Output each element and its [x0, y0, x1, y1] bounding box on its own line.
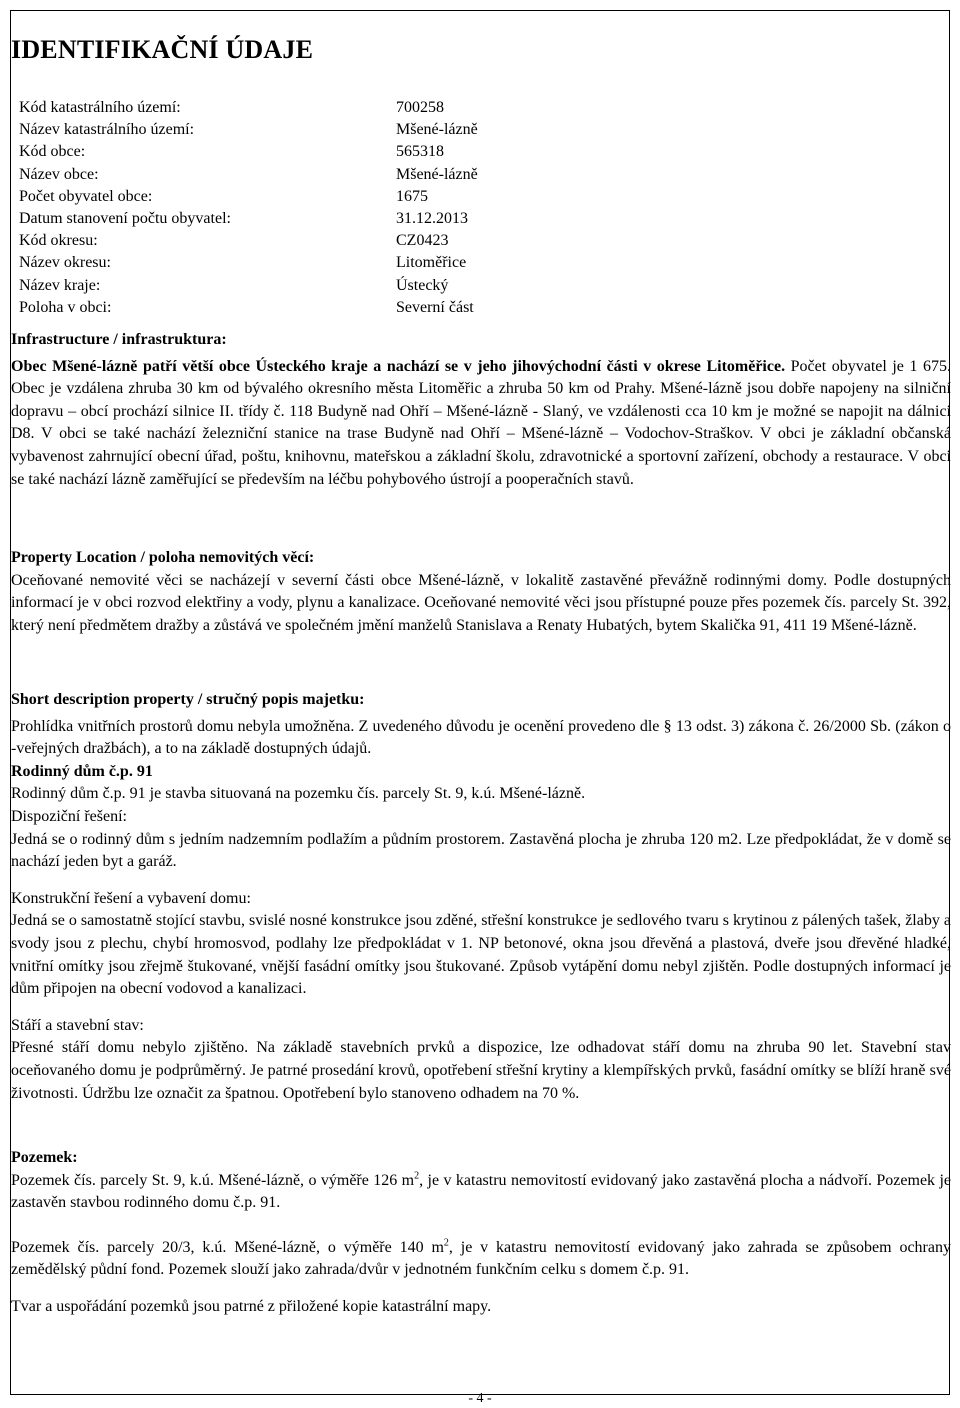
infrastructure-heading: Infrastructure / infrastruktura: — [11, 331, 227, 348]
location-text: Oceňované nemovité věci se nacházejí v severní části obce Mšené-lázně, v lokalitě zastavěné převážně rodinnými domy. Podle dostupných informací je v obci rozvod elektřiny a vody, plynu a kanalizace. Oceňované nemovité věci jsou přístupné pouze přes pozemek čís. parcely St. 392, který není předmětem dražby a zůstává ve společném jmění manželů Stanislava a Renaty Hubatých, bytem Skalička 91, 411 19 Mšené-lázně. — [11, 571, 951, 634]
land-parcel-2 — [11, 1237, 951, 1282]
id-label: Poloha v obci: — [19, 298, 112, 316]
id-value: 1675 — [396, 187, 428, 205]
id-value: 565318 — [396, 143, 444, 161]
infrastructure-intro: Obec Mšené-lázně patří větší obce Ústeckého kraje a nachází se v jeho jihovýchodní části v okrese Litoměřice. — [11, 357, 786, 375]
id-value: Mšené-lázně — [396, 165, 478, 183]
description-intro: Prohlídka vnitřních prostorů domu nebyla umožněna. Z uvedeného důvodu je ocenění provedeno dle § 13 odst. 3) zákona č. 26/2000 Sb. (zákon o -veřejných dražbách), a to na základě dostupných údajů. — [11, 717, 951, 758]
infrastructure-body: Počet obyvatel je 1 675. Obec je vzdálena zhruba 30 km od bývalého okresního města Litoměřic a zhruba 50 km od Prahy. Mšené-lázně jsou dobře napojeny na silniční dopravu – obcí prochází silnice II. třídy č. 118 Budyně nad Ohří – Mšené-lázně - Slaný, ve vzdálenosti cca 10 km je možné se napojit na dálnici D8. V obci se také nachází železniční stanice na trase Budyně nad Ohří – Mšené-lázně – Vodochov-Straškov. V obci je základní občanská vybavenost zahrnující obecní úřad, poštu, knihovnu, mateřskou a základní školu, zdravotnické a sportovní zařízení, obchody a restaurace. V obci se také nachází lázně zaměřující se především na léčbu pohybového ústrojí a pooperačních stavů. — [11, 357, 951, 488]
id-label: Název katastrálního území: — [19, 121, 195, 139]
id-row — [19, 252, 478, 274]
land-shape-note: Tvar a uspořádání pozemků jsou patrné z přiložené kopie katastrální mapy. — [11, 1297, 492, 1315]
land-section — [11, 1147, 951, 1319]
id-value: Severní část — [396, 298, 474, 316]
infrastructure-text — [11, 356, 951, 492]
description-section — [11, 689, 951, 1105]
id-label: Název okresu: — [19, 254, 111, 272]
construction-heading: Konstrukční řešení a vybavení domu: — [11, 889, 251, 907]
id-label: Kód okresu: — [19, 232, 98, 250]
id-row — [19, 297, 478, 319]
id-value: Mšené-lázně — [396, 121, 478, 139]
id-label: Název obce: — [19, 165, 99, 183]
land-parcel-1-text-b: , je v katastru nemovitostí evidovaný jako zastavěná plocha a nádvoří. Pozemek je zastavěn stavbou rodinného domu č.p. 91. — [11, 1171, 952, 1212]
land-parcel-1-text-a: Pozemek čís. parcely St. 9, k.ú. Mšené-lázně, o výměře 126 m — [11, 1171, 415, 1189]
infrastructure-section — [11, 329, 951, 491]
house-text: Rodinný dům č.p. 91 je stavba situovaná na pozemku čís. parcely St. 9, k.ú. Mšené-lázně. — [11, 785, 586, 803]
description-heading: Short description property / stručný popis majetku: — [11, 691, 365, 708]
land-parcel-2-text-b: , je v katastru nemovitostí evidovaný jako zahrada se způsobem ochrany zemědělský půdní fond. Pozemek slouží jako zahrada/dvůr v jednotném funkčním celku s domem č.p. 91. — [11, 1238, 951, 1279]
identification-table — [19, 97, 478, 319]
id-value: 31.12.2013 — [396, 210, 468, 228]
layout-heading: Dispoziční řešení: — [11, 807, 127, 825]
id-row — [19, 230, 478, 252]
page-number: - 4 - — [468, 1391, 492, 1406]
land-parcel-2-text-a: Pozemek čís. parcely 20/3, k.ú. Mšené-lázně, o výměře 140 m — [11, 1238, 444, 1256]
age-heading: Stáří a stavební stav: — [11, 1016, 144, 1034]
id-value: Litoměřice — [396, 254, 467, 272]
content-frame — [10, 10, 950, 1395]
id-label: Kód obce: — [19, 143, 86, 161]
layout-text: Jedná se o rodinný dům s jedním nadzemním podlažím a půdním prostorem. Zastavěná plocha je zhruba 120 m2. Lze předpokládat, že v domě se nachází jeden byt a garáž. — [11, 830, 951, 871]
id-row — [19, 186, 478, 208]
id-value: 700258 — [396, 99, 444, 116]
id-row — [19, 275, 478, 297]
id-row — [19, 208, 478, 230]
land-parcel-1 — [11, 1170, 951, 1215]
id-value: CZ0423 — [396, 232, 449, 250]
age-text: Přesné stáří domu nebylo zjištěno. Na základě stavebních prvků a dispozice, lze odhadovat stáří domu na zhruba 90 let. Stavební stav oceňovaného domu je podprůměrný. Je patrné prosedání krovů, opotřebení střešní krytiny a klempířských prvků, fasádní omítky se blíží hraně své životnosti. Údržbu lze označit za špatnou. Opotřebení bylo stanoveno odhadem na 70 %. — [11, 1039, 951, 1102]
id-label: Kód katastrálního území: — [19, 99, 181, 116]
land-parcel-2-sup: 2 — [443, 1237, 449, 1249]
id-row — [19, 141, 478, 163]
document-page — [10, 0, 950, 1395]
construction-text: Jedná se o samostatně stojící stavbu, svislé nosné konstrukce jsou zděné, střešní konstrukce je sedlového tvaru s krytinou z pálených tašek, žlaby a svody jsou z plechu, chybí hromosvod, podlahy lze předpokládat v 1. NP betonové, okna jsou dřevěná a plastová, dveře jsou dřevěné hladké, vnitřní omítky jsou zřejmě štukované, vnější fasádní omítky jsou štukované. Způsob vytápění domu nebyl zjištěn. Podle dostupných informací je dům připojen na obecní vodovod a kanalizaci. — [11, 912, 951, 998]
location-heading: Property Location / poloha nemovitých věcí: — [11, 549, 315, 566]
id-row — [19, 164, 478, 186]
page-title: IDENTIFIKAČNÍ ÚDAJE — [11, 35, 314, 64]
land-parcel-1-sup: 2 — [414, 1170, 420, 1182]
id-row — [19, 97, 478, 119]
id-row — [19, 119, 478, 141]
house-heading: Rodinný dům č.p. 91 — [11, 762, 153, 780]
id-label: Počet obyvatel obce: — [19, 187, 153, 205]
land-heading: Pozemek: — [11, 1149, 78, 1166]
id-label: Název kraje: — [19, 276, 101, 294]
id-label: Datum stanovení počtu obyvatel: — [19, 210, 231, 228]
id-value: Ústecký — [396, 276, 449, 294]
location-section — [11, 547, 951, 637]
